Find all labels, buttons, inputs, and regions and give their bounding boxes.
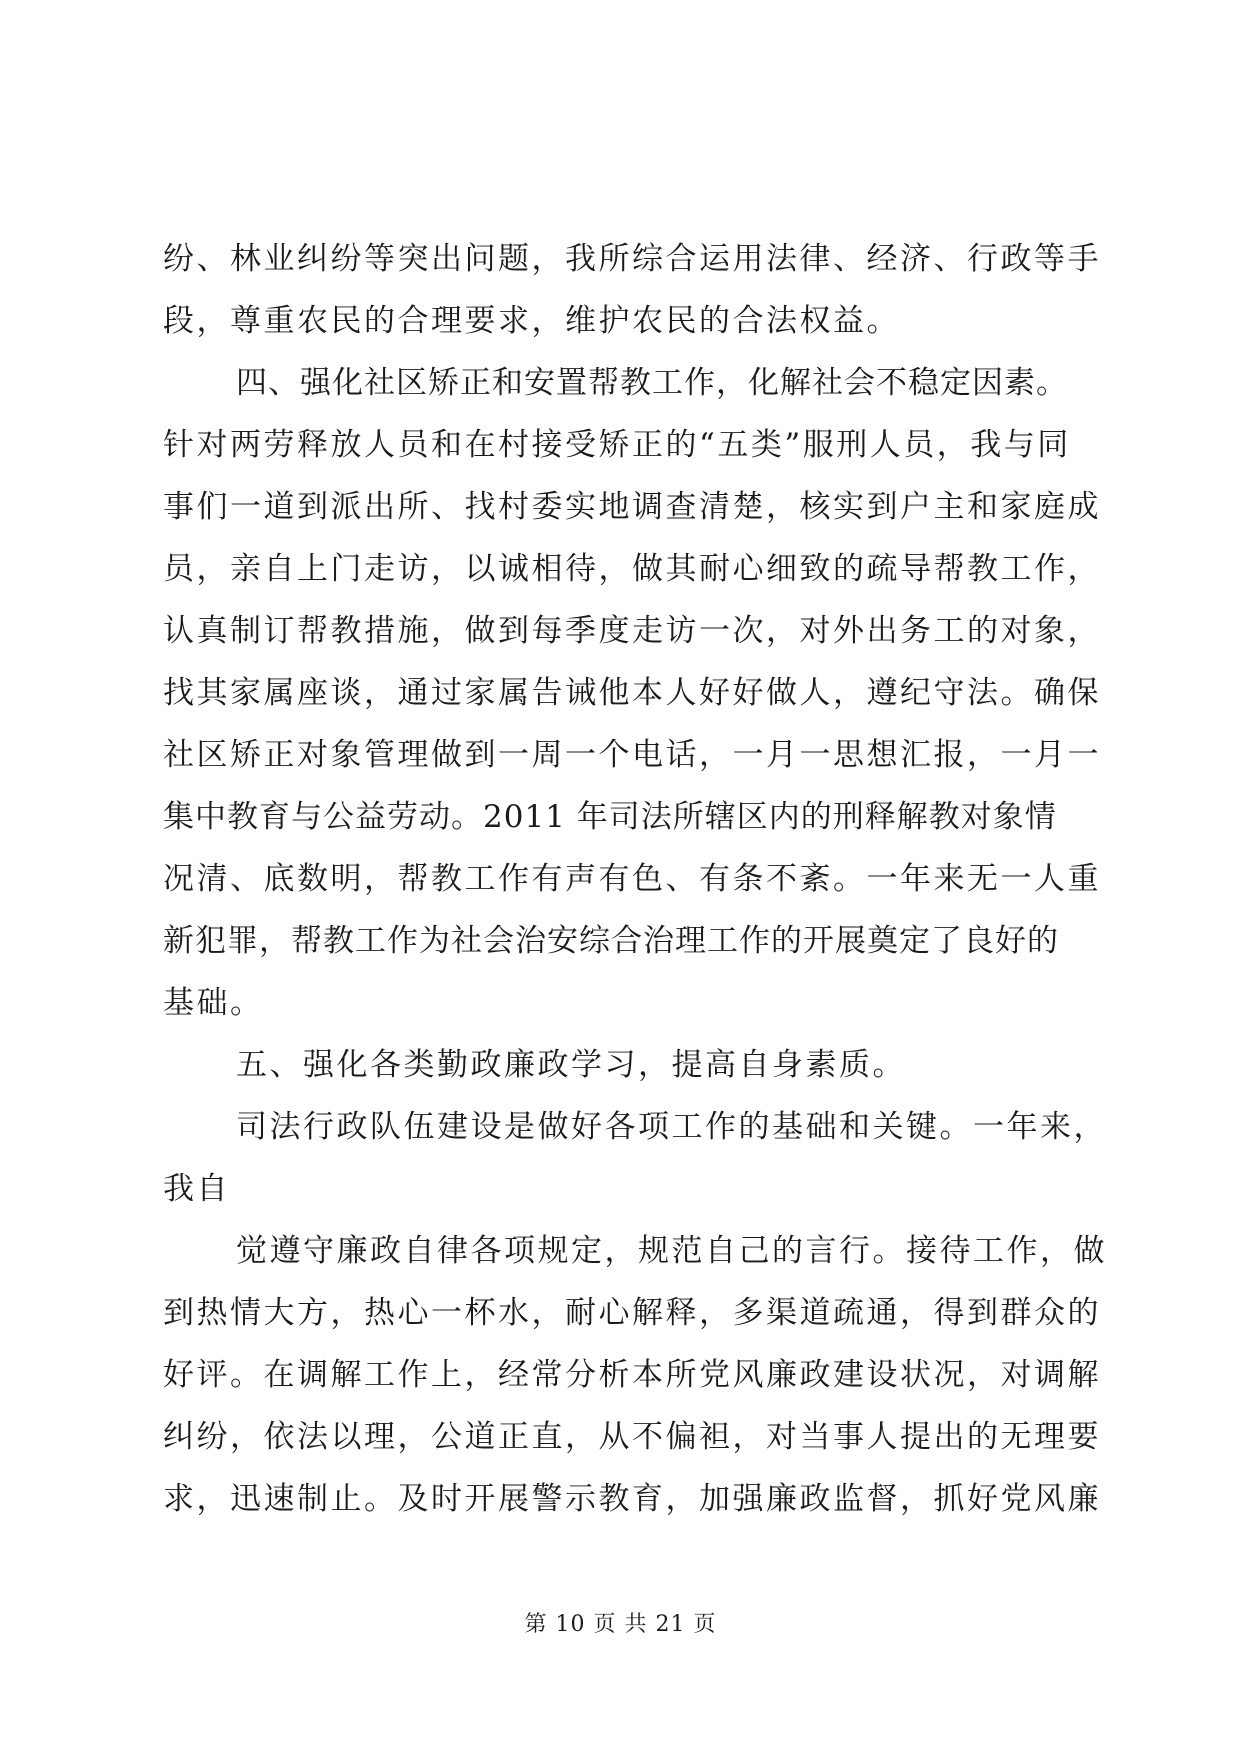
page-number-footer: 第 10 页 共 21 页 <box>524 1612 717 1637</box>
text-line: 到热情大方，热心一杯水，耐心解释，多渠道疏通，得到群众的 <box>163 1295 1101 1331</box>
text-line: 司法行政队伍建设是做好各项工作的基础和关键。一年来， <box>236 1109 1107 1145</box>
text-line: 纷、林业纠纷等突出问题，我所综合运用法律、经济、行政等手 <box>163 241 1101 277</box>
section-heading: 四、强化社区矫正和安置帮教工作，化解社会不稳定因素。 <box>236 365 1068 401</box>
text-line: 好评。在调解工作上，经常分析本所党风廉政建设状况，对调解 <box>163 1357 1101 1393</box>
text-line: 况清、底数明，帮教工作有声有色、有条不紊。一年来无一人重 <box>163 861 1101 897</box>
text-line: 纠纷，依法以理，公道正直，从不偏袒，对当事人提出的无理要 <box>163 1419 1101 1455</box>
text-line: 新犯罪，帮教工作为社会治安综合治理工作的开展奠定了良好的 <box>163 923 1059 959</box>
text-line: 基础。 <box>163 985 264 1021</box>
text-line: 针对两劳释放人员和在村接受矫正的“五类”服刑人员，我与同 <box>163 427 1071 463</box>
text-line: 员，亲自上门走访，以诚相待，做其耐心细致的疏导帮教工作， <box>163 551 1101 587</box>
text-line: 认真制订帮教措施，做到每季度走访一次，对外出务工的对象， <box>163 613 1101 649</box>
text-line: 社区矫正对象管理做到一周一个电话，一月一思想汇报，一月一 <box>163 737 1101 773</box>
text-line: 我自 <box>163 1171 230 1207</box>
body-text <box>163 228 1107 1530</box>
text-line: 事们一道到派出所、找村委实地调查清楚，核实到户主和家庭成 <box>163 489 1101 525</box>
text-line: 求，迅速制止。及时开展警示教育，加强廉政监督，抓好党风廉 <box>163 1481 1101 1517</box>
text-line: 集中教育与公益劳动。2011 年司法所辖区内的刑释解教对象情 <box>163 799 1057 835</box>
text-line: 段，尊重农民的合理要求，维护农民的合法权益。 <box>163 303 900 339</box>
section-heading: 五、强化各类勤政廉政学习，提高自身素质。 <box>236 1047 906 1083</box>
text-line: 觉遵守廉政自律各项规定，规范自己的言行。接待工作，做 <box>236 1233 1107 1269</box>
text-line: 找其家属座谈，通过家属告诫他本人好好做人，遵纪守法。确保 <box>163 675 1101 711</box>
